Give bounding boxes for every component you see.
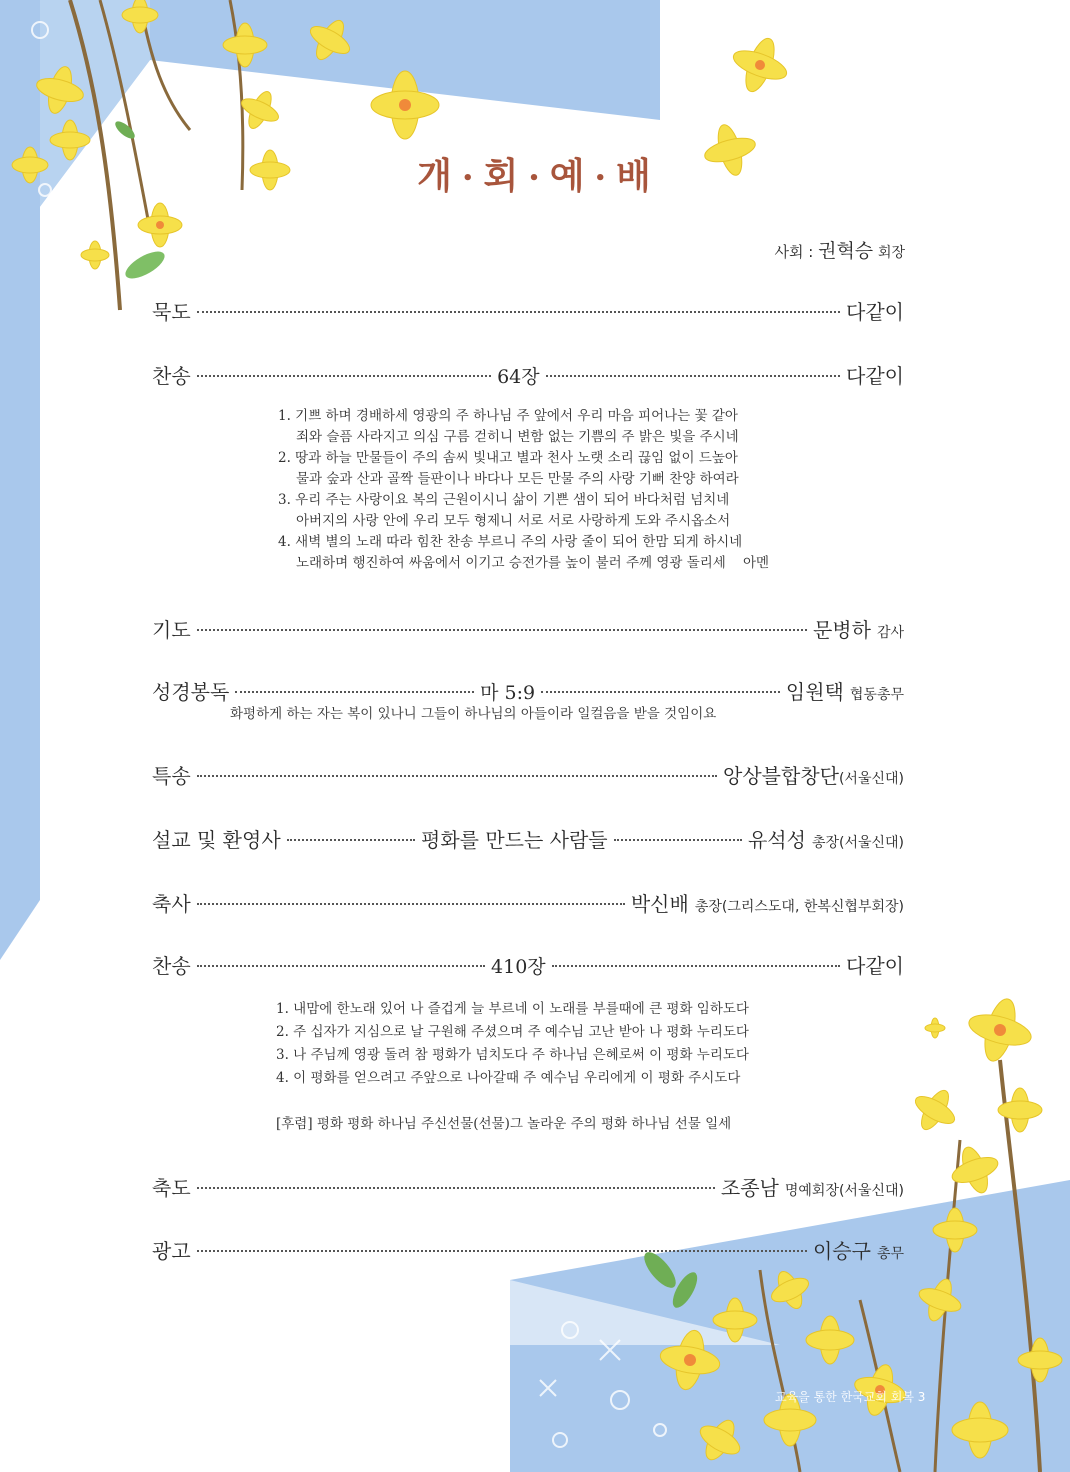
dot-leader <box>541 691 780 693</box>
order-role: 총무 <box>876 1246 904 1262</box>
lyric-line: 아버지의 사랑 안에 우리 모두 형제니 서로 서로 사랑하게 도와 주시옵소서 <box>296 513 731 529</box>
order-role: 명예회장(서울신대) <box>784 1183 904 1199</box>
dot-leader <box>552 965 840 967</box>
order-row-scripture <box>152 676 904 705</box>
scripture-verse: 화평하게 하는 자는 복이 있나니 그들이 하나님의 아들이라 일컬음을 받을 것임이요 <box>230 706 717 722</box>
order-person: 조종남 <box>720 1176 779 1200</box>
page-title <box>0 148 1070 199</box>
leader-name: 권혁승 <box>818 240 874 262</box>
order-middle: 64장 <box>497 366 540 388</box>
lyric-line: 죄와 슬픔 사라지고 의심 구름 걷히니 변함 없는 기쁨의 주 밝은 빛을 주시네 <box>296 429 739 445</box>
order-row-congrats <box>152 888 904 917</box>
leader-info <box>775 236 906 263</box>
lyric-line: 3. 우리 주는 사랑이요 복의 근원이시니 삶이 기쁜 샘이 되어 바다처럼 넘치네 <box>278 492 730 508</box>
dot-leader <box>197 903 625 905</box>
order-row-hymn1 <box>152 360 904 389</box>
order-label: 묵도 <box>152 300 191 324</box>
title-char: 배 <box>616 156 653 197</box>
title-char: 예 <box>549 156 587 197</box>
dot-leader <box>197 965 485 967</box>
dot-leader <box>197 775 717 777</box>
order-row-prayer2 <box>152 614 904 643</box>
lyric-line: 3. 나 주님께 영광 돌려 참 평화가 넘치도다 주 하나님 은혜로써 이 평화 누리도다 <box>276 1047 749 1063</box>
dot-leader <box>235 691 474 693</box>
order-label: 축도 <box>152 1176 191 1200</box>
order-label: 광고 <box>152 1239 191 1263</box>
lyric-line: 물과 숲과 산과 골짝 들판이나 바다나 모든 만물 주의 사랑 기뻐 찬양 하여라 <box>296 471 739 487</box>
order-person: 임원택 <box>785 680 844 704</box>
order-person: 문병하 <box>812 618 871 642</box>
order-label: 축사 <box>152 892 191 916</box>
dot-leader <box>197 311 840 313</box>
dot-leader <box>546 375 840 377</box>
order-label: 특송 <box>152 764 191 788</box>
leader-label: 사회 : <box>774 243 814 261</box>
order-label: 기도 <box>152 618 191 642</box>
order-label: 성경봉독 <box>152 680 230 704</box>
order-person: 앙상블합창단 <box>723 764 839 788</box>
order-label: 찬송 <box>152 364 191 388</box>
lyric-line: 4. 새벽 별의 노래 따라 힘찬 찬송 부르니 주의 사랑 줄이 되어 한맘 되게 하시네 <box>278 534 743 550</box>
order-role: 감사 <box>876 625 904 641</box>
order-row-hymn2 <box>152 950 904 979</box>
left-sky-strip <box>0 0 40 960</box>
dot-leader <box>197 1250 807 1252</box>
dot-leader <box>197 629 807 631</box>
dot-leader <box>197 1187 715 1189</box>
lyric-line: 4. 이 평화를 얻으려고 주앞으로 나아갈때 주 예수님 우리에게 이 평화 주시도다 <box>276 1070 741 1086</box>
lyric-line: 노래하며 행진하여 싸움에서 이기고 승전가를 높이 불러 주께 영광 돌리세 아멘 <box>296 555 770 571</box>
lyric-line: 2. 주 십자가 지심으로 날 구원해 주셨으며 주 예수님 고난 받아 나 평화 누리도다 <box>276 1024 749 1040</box>
order-middle: 마 5:9 <box>480 682 536 704</box>
lyric-line: 2. 땅과 하늘 만물들이 주의 솜씨 빛내고 별과 천사 노랫 소리 끊임 없이 드높아 <box>278 450 738 466</box>
order-role: 협동총무 <box>849 687 904 703</box>
lyric-line: 1. 기쁘 하며 경배하세 영광의 주 하나님 주 앞에서 우리 마음 피어나는 꽃 같아 <box>278 408 738 424</box>
order-role: 총장(서울신대) <box>811 835 905 851</box>
dot-leader <box>287 839 415 841</box>
order-person: 다같이 <box>846 300 904 324</box>
leader-role: 회장 <box>877 245 905 261</box>
lyric-line: 1. 내맘에 한노래 있어 나 즐겁게 늘 부르네 이 노래를 부를때에 큰 평화 임하도다 <box>276 1001 749 1017</box>
order-row-notices <box>152 1235 904 1264</box>
order-label: 설교 및 환영사 <box>152 828 281 852</box>
order-role: 총장(그리스도대, 한복신협부회장) <box>694 899 904 915</box>
order-person: 유석성 <box>747 828 806 852</box>
order-middle: 410장 <box>491 956 546 978</box>
hymn2-lyrics <box>276 998 749 1090</box>
order-person: 다같이 <box>846 364 905 388</box>
order-role: (서울신대) <box>838 771 904 787</box>
order-row-sermon <box>152 824 904 853</box>
order-label: 찬송 <box>152 954 191 978</box>
order-person: 이승구 <box>812 1239 871 1263</box>
title-separator: • <box>528 167 542 189</box>
dot-leader <box>614 839 742 841</box>
order-person: 다같이 <box>846 954 905 978</box>
title-separator: • <box>461 167 476 189</box>
title-char: 개 <box>417 156 454 197</box>
dot-leader <box>197 375 491 377</box>
title-char: 회 <box>483 156 521 197</box>
order-row-special <box>152 760 904 789</box>
order-row-prayer <box>152 296 904 325</box>
page-footer: 교육을 통한 한국교회 회복 3 <box>775 1390 926 1404</box>
order-person: 박신배 <box>630 892 689 916</box>
title-separator: • <box>594 167 609 189</box>
hymn2-refrain: [후렴] 평화 평화 하나님 주신선물(선물)그 놀라운 주의 평화 하나님 선물 일세 <box>276 1116 732 1132</box>
hymn1-lyrics <box>278 406 769 574</box>
order-row-benediction <box>152 1172 904 1201</box>
order-middle: 평화를 만드는 사람들 <box>421 828 608 852</box>
